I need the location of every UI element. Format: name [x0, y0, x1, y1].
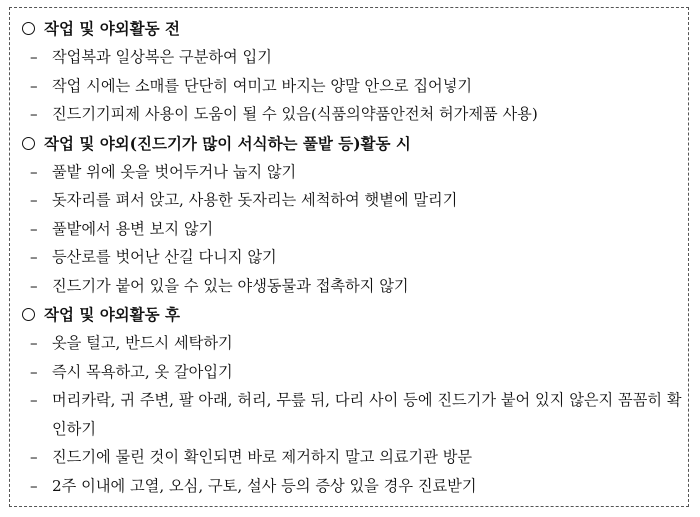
section-title-text: 작업 및 야외활동 후 — [44, 305, 180, 324]
list-item — [10, 272, 688, 301]
section-title-text: 작업 및 야외활동 전 — [44, 19, 180, 38]
dash-bullet: – — [30, 391, 38, 409]
list-item-text: 작업복과 일상복은 구분하여 입기 — [52, 48, 272, 66]
list-item-text: 즉시 목욕하고, 옷 갈아입기 — [52, 362, 233, 381]
list-item — [10, 43, 688, 72]
dash-bullet: – — [30, 219, 38, 238]
circle-bullet-icon — [22, 137, 35, 150]
list-item — [10, 443, 688, 472]
dash-bullet: – — [30, 362, 38, 381]
list-item-text: 머리카락, 귀 주변, 팔 아래, 허리, 무릎 뒤, 다리 사이 등에 진드기가 붙어 있지 않은지 꼼꼼히 확인하기 — [52, 391, 682, 438]
dash-bullet: – — [30, 105, 38, 123]
section-title-before — [10, 14, 688, 43]
dash-bullet: – — [30, 48, 38, 66]
section-title-text: 작업 및 야외(진드기가 많이 서식하는 풀밭 등)활동 시 — [44, 133, 411, 153]
list-item-text: 풀밭에서 용변 보지 않기 — [52, 219, 214, 238]
list-item-text: 풀밭 위에 옷을 벗어두거나 눕지 않기 — [52, 162, 297, 181]
guideline-box — [9, 7, 689, 507]
list-item-text: 돗자리를 펴서 앉고, 사용한 돗자리는 세척하여 햇볕에 말리기 — [52, 191, 458, 209]
circle-bullet-icon — [22, 22, 35, 35]
section-title-during — [10, 129, 688, 158]
list-item-text: 진드기기피제 사용이 도움이 될 수 있음(식품의약품안전처 허가제품 사용) — [52, 105, 538, 123]
list-item — [10, 72, 688, 101]
list-item — [10, 243, 688, 272]
list-item-text: 옷을 털고, 반드시 세탁하기 — [52, 334, 233, 352]
dash-bullet: – — [30, 162, 38, 181]
list-item — [10, 186, 688, 215]
dash-bullet: – — [30, 191, 38, 209]
dash-bullet: – — [30, 248, 38, 266]
dash-bullet: – — [30, 334, 38, 352]
list-item — [10, 358, 688, 387]
list-item-text: 진드기가 붙어 있을 수 있는 야생동물과 접촉하지 않기 — [52, 276, 409, 295]
dash-bullet: – — [30, 476, 38, 495]
circle-bullet-icon — [22, 308, 35, 321]
list-item — [10, 329, 688, 358]
list-item-text: 작업 시에는 소매를 단단히 여미고 바지는 양말 안으로 집어넣기 — [52, 76, 473, 95]
list-item-text: 2주 이내에 고열, 오심, 구토, 설사 등의 증상 있을 경우 진료받기 — [52, 476, 477, 495]
list-item — [10, 472, 688, 501]
dash-bullet: – — [30, 448, 38, 466]
list-item-text: 등산로를 벗어난 산길 다니지 않기 — [52, 248, 277, 266]
dash-bullet: – — [30, 76, 38, 95]
section-title-after — [10, 300, 688, 329]
list-item — [10, 215, 688, 244]
list-item — [10, 386, 688, 443]
list-item-text: 진드기에 물린 것이 확인되면 바로 제거하지 말고 의료기관 방문 — [52, 448, 473, 466]
list-item — [10, 100, 688, 129]
dash-bullet: – — [30, 276, 38, 295]
list-item — [10, 158, 688, 187]
